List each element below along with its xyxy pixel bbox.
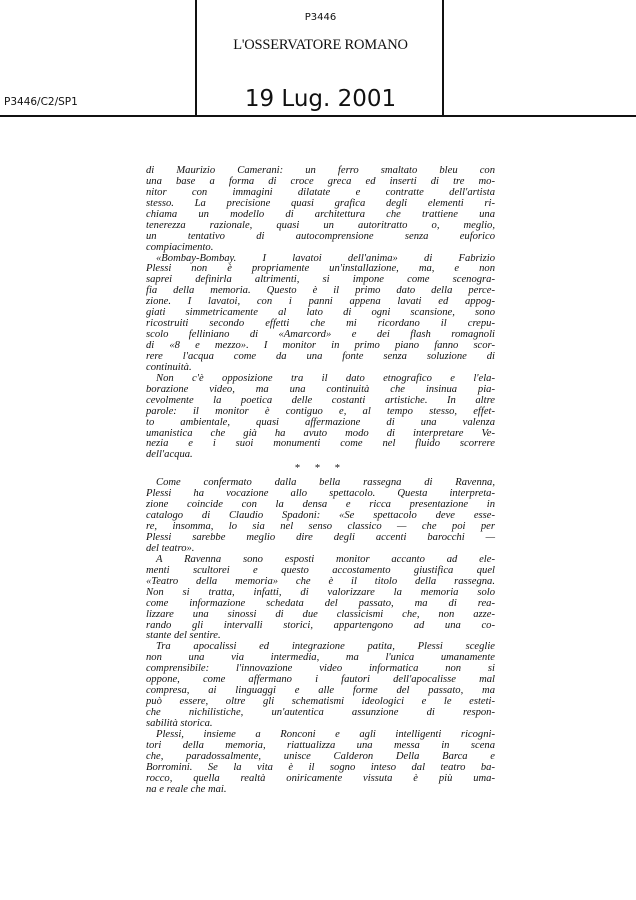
- text-line: tori della memoria, riattualizza una messa in scena: [146, 739, 495, 751]
- text-line: Plessi sarebbe meglio dire degli accenti barocchi —: [146, 532, 495, 543]
- text-line: borazione video, ma una continuità che insinua pia-: [146, 383, 495, 395]
- text-line: stesso. La precisione quasi grafica degli elementi ri-: [146, 197, 495, 209]
- article-section-1: [146, 166, 495, 461]
- newspaper-name: L'OSSERVATORE ROMANO: [233, 37, 408, 53]
- section-separator: * * *: [294, 463, 347, 475]
- text-line: sabilità storica.: [146, 717, 213, 729]
- text-line: come informazione schedata del passato, ma di rea-: [146, 597, 495, 609]
- text-line: nitor con immagini dilatate e contratte dell'artista: [146, 186, 495, 198]
- paragraph: [146, 374, 495, 462]
- paragraph: [146, 730, 495, 796]
- paragraph: [146, 166, 495, 254]
- paragraph: [146, 478, 495, 555]
- text-line: un tentativo di autocomprensione senza euforico: [146, 230, 495, 242]
- text-line: zione. I lavatoi, con i panni appena lavati ed appog-: [146, 296, 495, 308]
- text-line: scolo felliniano di «Amarcord» e dei flash romagnoli: [146, 329, 495, 341]
- text-line: zione coincide con la densa e ricca presentazione in: [146, 499, 495, 511]
- text-line: Plessi, insieme a Ronconi e agli intelligenti ricogni-: [156, 728, 495, 740]
- text-line: chiama un modello di architettura che trattiene una: [146, 208, 495, 220]
- text-line: menti scultorei e questo accostamento giustifica quel: [146, 564, 495, 576]
- text-line: di Maurizio Camerani: un ferro smaltato bleu con: [146, 165, 495, 176]
- text-line: comprensibile: l'innovazione video informatica non si: [146, 663, 495, 675]
- text-line: «Bombay-Bombay. I lavatoi dell'anima» di Fabrizio: [156, 252, 495, 264]
- text-line: re, insomma, lo sia nel senso classico — che poi per: [146, 521, 495, 533]
- text-line: che, paradossalmente, unisce Calderon Della Barca e: [146, 750, 495, 762]
- text-line: fia della memoria. Questo è il primo dato della perce-: [146, 285, 495, 297]
- text-line: oppone, come affermano i fautori dell'apocalisse mal: [146, 674, 495, 686]
- text-line: rando gli intervalli storici, appartengono ad una co-: [146, 619, 495, 631]
- text-line: del teatro».: [146, 542, 195, 554]
- text-line: compresa, ai linguaggi e alle forme del passato, ma: [146, 685, 495, 697]
- article-body: [146, 166, 495, 796]
- text-line: umanistica che già ha avuto modo di interpretare Ve-: [146, 427, 495, 439]
- text-line: cevolmente la poetica delle costanti artistiche. In altre: [146, 394, 495, 406]
- text-line: giati simmetricamente al lato di ogni scansione, sono: [146, 307, 495, 319]
- text-line: na e reale che mai.: [146, 783, 227, 795]
- text-line: una base a forma di croce greca ed inserti di tre mo-: [146, 175, 495, 187]
- text-line: «Teatro della memoria» che è il titolo della rassegna.: [146, 575, 495, 587]
- text-line: Come confermato dalla bella rassegna di Ravenna,: [156, 477, 495, 489]
- header-divider-left: [195, 0, 197, 116]
- header-rule: [0, 115, 636, 117]
- text-line: Borromini. Se la vita è il sogno inteso dal teatro ba-: [146, 761, 495, 773]
- text-line: catalogo di Claudio Spadoni: «Se spettacolo deve esse-: [146, 510, 495, 522]
- text-line: nezia e i suoi monumenti come nel fluido scorrere: [146, 438, 495, 450]
- text-line: compiacimento.: [146, 241, 214, 253]
- text-line: parole: il monitor è contiguo e, al tempo stesso, effet-: [146, 405, 495, 417]
- text-line: stante del sentire.: [146, 630, 221, 642]
- text-line: lizzare una sinossi di due classicismi che, non azze-: [146, 608, 495, 620]
- text-line: Plessi non è propriamente un'installazione, ma, e non: [146, 263, 495, 275]
- text-line: Non c'è opposizione tra il dato etnografico e l'ela-: [156, 372, 495, 384]
- text-line: rocco, quella realtà oniricamente vissuta è più uma-: [146, 772, 495, 784]
- text-line: Non si tratta, infatti, di valorizzare la memoria solo: [146, 586, 495, 598]
- paragraph: [146, 555, 495, 643]
- text-line: non una via intermedia, ma l'unica umanamente: [146, 652, 495, 664]
- text-line: rere l'acqua come da una fonte senza soluzione di: [146, 350, 495, 362]
- article-section-2: [146, 478, 495, 795]
- text-line: continuità.: [146, 361, 192, 373]
- archive-code: P3446: [304, 12, 337, 23]
- text-line: A Ravenna sono esposti monitor accanto ad ele-: [156, 553, 495, 565]
- text-line: Plessi ha vocazione allo spettacolo. Questa interpreta-: [146, 488, 495, 500]
- text-line: tenerezza razionale, quasi un autoritratto o, meglio,: [146, 219, 495, 231]
- paragraph: [146, 254, 495, 374]
- text-line: può essere, oltre gli schematismi ideologici e le esteti-: [146, 696, 495, 708]
- text-line: to ambientale, quasi affermazione di una valenza: [146, 416, 495, 428]
- text-line: dell'acqua.: [146, 449, 193, 461]
- text-line: che nichilistiche, un'autentica assunzione di respon-: [146, 707, 495, 718]
- text-line: ricostruiti secondo effetti che mi ricordano il crepu-: [146, 318, 495, 330]
- paragraph: [146, 642, 495, 730]
- publication-date: 19 Lug. 2001: [244, 86, 397, 112]
- text-line: Tra apocalissi ed integrazione patita, Plessi sceglie: [156, 641, 495, 653]
- text-line: saprei definirla altrimenti, si impone come scenogra-: [146, 274, 495, 286]
- clip-code: P3446/C2/SP1: [4, 96, 78, 108]
- text-line: di «8 e mezzo». I monitor in primo piano fanno scor-: [146, 340, 495, 351]
